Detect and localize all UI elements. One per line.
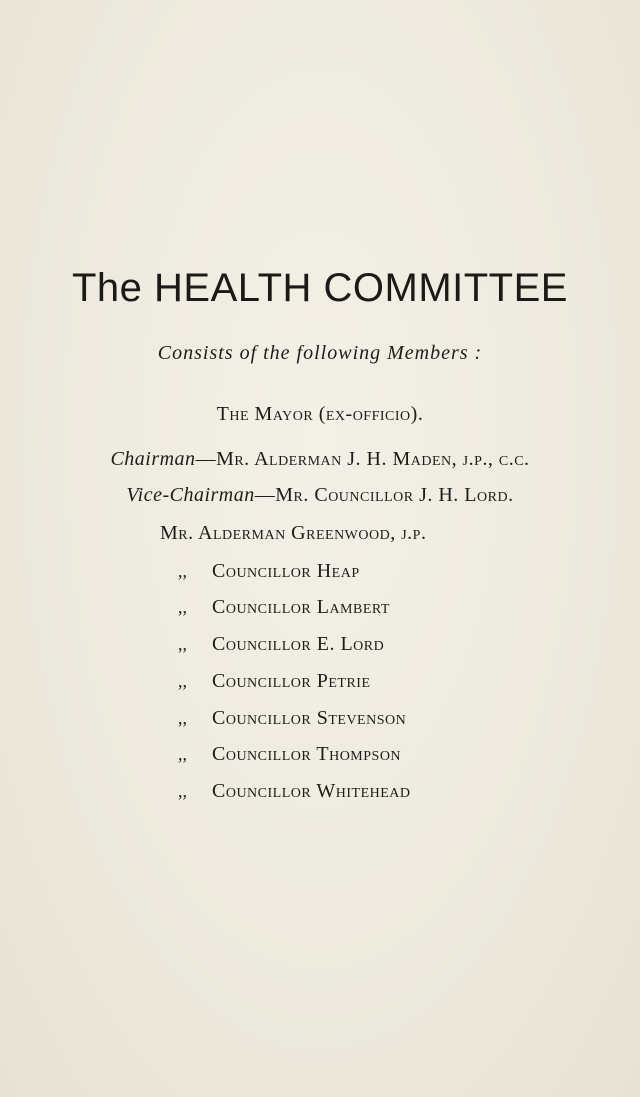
ditto-mark: ,, (178, 744, 187, 764)
mayor-line: The Mayor (ex-officio). (216, 403, 424, 425)
ditto-mark: ,, (178, 671, 187, 691)
chairman-line (0, 446, 640, 472)
subtitle: Consists of the following Members : (157, 342, 483, 364)
member-name: Councillor Thompson (212, 743, 402, 765)
ditto-mark: ,, (178, 561, 187, 581)
member-name: Councillor E. Lord (212, 633, 385, 655)
vice-chairman-role: Vice-Chairman (126, 484, 255, 506)
alderman-line: Mr. Alderman Greenwood, j.p. (160, 522, 427, 544)
page-title: The HEALTH COMMITTEE (72, 266, 568, 310)
ditto-mark: ,, (178, 597, 187, 617)
vice-chairman-name: —Mr. Councillor J. H. Lord. (254, 484, 514, 506)
member-name: Councillor Heap (212, 560, 360, 582)
vice-chairman-line (0, 482, 640, 508)
chairman-role: Chairman (110, 448, 196, 470)
member-name: Councillor Whitehead (212, 780, 411, 802)
member-name: Councillor Stevenson (212, 707, 407, 729)
member-name: Councillor Lambert (212, 596, 390, 618)
ditto-mark: ,, (178, 781, 187, 801)
ditto-mark: ,, (178, 708, 187, 728)
ditto-mark: ,, (178, 634, 187, 654)
member-name: Councillor Petrie (212, 670, 371, 692)
chairman-name: —Mr. Alderman J. H. Maden, j.p., c.c. (195, 448, 530, 470)
